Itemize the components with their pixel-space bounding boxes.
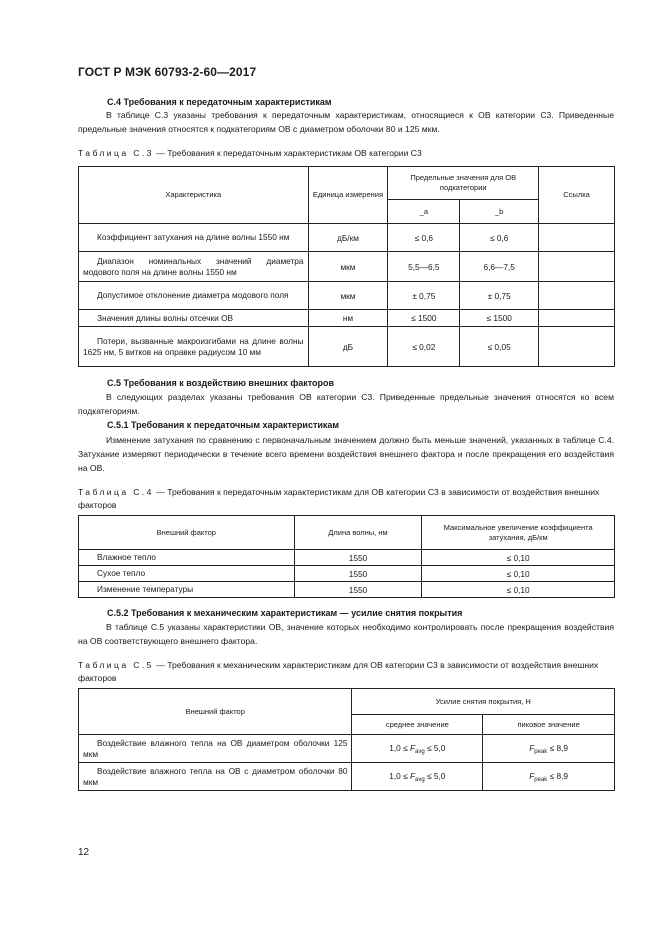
table-c3-header-ref: Ссылка	[539, 167, 615, 224]
table-c5-header-factor: Внешний фактор	[79, 689, 352, 735]
section-c4-heading: С.4 Требования к передаточным характеристикам	[107, 97, 332, 107]
table-c3-header-sub-a: _a	[388, 200, 460, 224]
table-row: Воздействие влажного тепла на ОВ диаметром оболочки 125 мкм $1,0 \le F_{avg} \le 5,0$ $F_{peak} \le 8,9$	[79, 735, 615, 763]
table-c3-header-characteristic: Характеристика	[79, 167, 309, 224]
peak-force-cell: $F_{peak} \le 8,9$	[483, 763, 615, 791]
table-c3	[78, 166, 615, 367]
table-row: Изменение температуры 1550 ≤ 0,10	[79, 582, 615, 598]
table-c5-caption: Таблица С.5 — Требования к механическим характеристикам для ОВ категории С3 в зависимости от воздействия внешних факторов	[78, 660, 599, 683]
document-header: ГОСТ Р МЭК 60793-2-60—2017	[78, 65, 257, 79]
table-c4-caption: Таблица С.4 — Требования к передаточным характеристикам для ОВ категории С3 в зависимости от воздействия внешних факторов	[78, 487, 600, 510]
table-row: Воздействие влажного тепла на ОВ с диаметром оболочки 80 мкм $1,0 \le F_{avg} \le 5,0$ $F_{peak} \le 8,9$	[79, 763, 615, 791]
table-c3-header-unit: Единица измерения	[308, 167, 388, 224]
table-c3-header-sub-b: _b	[460, 200, 539, 224]
table-c5	[78, 688, 615, 791]
section-c5-heading: С.5 Требования к воздействию внешних факторов	[107, 378, 335, 388]
table-c5-header-force: Усилие снятия покрытия, Н	[352, 689, 615, 715]
table-c4	[78, 515, 615, 598]
table-c4-header-max-increase: Максимальное увеличение коэффициента затухания, дБ/км	[422, 516, 615, 550]
section-c51-heading: С.5.1 Требования к передаточным характеристикам	[107, 420, 340, 430]
table-row: Влажное тепло 1550 ≤ 0,10	[79, 550, 615, 566]
section-c51-paragraph: Изменение затухания по сравнению с первоначальным значением должно быть меньше значений, указанных в таблице С.4. Затухание измеряют периодически в течение всего времени воздействия внешнего фактора и после прекращения его воздействия на ОВ.	[78, 435, 614, 473]
page-number: 12	[78, 847, 90, 858]
section-c5-paragraph: В следующих разделах указаны требования ОВ категории С3. Приведенные предельные значения относятся ко всем подкатегориям.	[78, 392, 614, 416]
peak-force-cell: $F_{peak} \le 8,9$	[483, 735, 615, 763]
table-c3-caption: Таблица С.3 — Требования к передаточным характеристикам ОВ категории С3	[78, 148, 422, 158]
table-c5-header-avg: среднее значение	[352, 715, 483, 735]
table-row: Сухое тепло 1550 ≤ 0,10	[79, 566, 615, 582]
table-row: Значения длины волны отсечки ОВ нм ≤ 1500 ≤ 1500	[79, 310, 615, 327]
table-row: Потери, вызванные макроизгибами на длине волны 1625 нм, 5 витков на оправке радиусом 10 мм дБ ≤ 0,02 ≤ 0,05	[79, 327, 615, 367]
section-c52-paragraph: В таблице С.5 указаны характеристики ОВ, значение которых необходимо контролировать после прекращения воздействия на ОВ соответствующего внешнего фактора.	[78, 622, 614, 646]
section-c4-paragraph: В таблице С.3 указаны требования к передаточным характеристикам, относящиеся к ОВ категории С3. Приведенные предельные значения относятся к подкатегориям ОВ с диаметром оболочки 80 и 125 мкм.	[78, 110, 614, 134]
table-row: Допустимое отклонение диаметра модового поля мкм ± 0,75 ± 0,75	[79, 282, 615, 310]
table-c4-header-wavelength: Длина волны, нм	[294, 516, 422, 550]
avg-force-cell: $1,0 \le F_{avg} \le 5,0$	[352, 763, 483, 791]
table-row: Коэффициент затухания на длине волны 1550 нм дБ/км ≤ 0,6 ≤ 0,6	[79, 224, 615, 252]
table-row: Диапазон номинальных значений диаметра модового поля на длине волны 1550 нм мкм 5,5—6,5 6,6—7,5	[79, 252, 615, 282]
table-c5-header-peak: пиковое значение	[483, 715, 615, 735]
table-c4-header-factor: Внешний фактор	[79, 516, 295, 550]
section-c52-heading: С.5.2 Требования к механическим характеристикам — усилие снятия покрытия	[107, 608, 463, 618]
table-c3-header-limits: Предельные значения для ОВ подкатегории	[388, 167, 539, 200]
avg-force-cell: $1,0 \le F_{avg} \le 5,0$	[352, 735, 483, 763]
